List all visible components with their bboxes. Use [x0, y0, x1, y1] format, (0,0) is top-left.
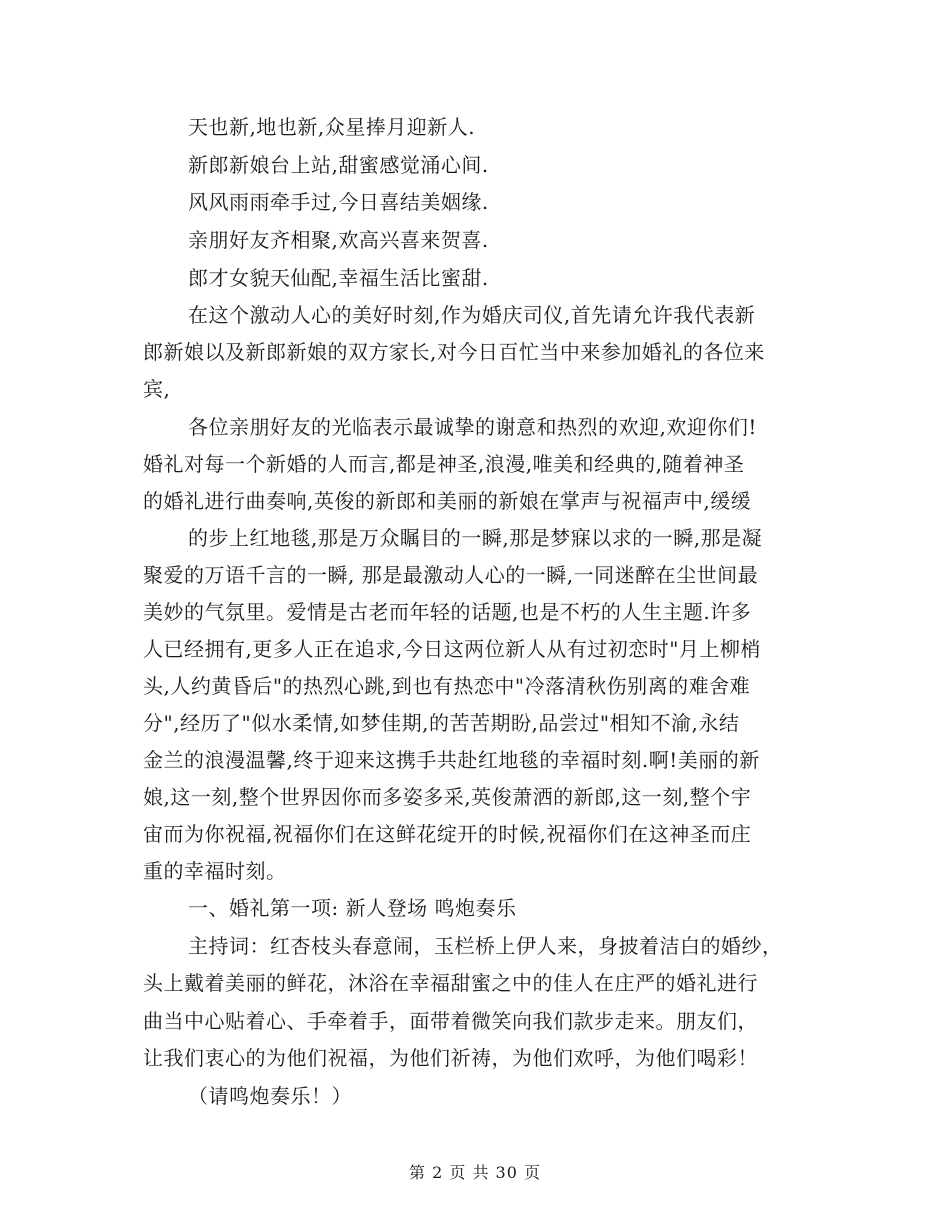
paragraph-line: 头,人约黄昏后"的热烈心跳,到也有热恋中"冷落清秋伤别离的难舍难 [143, 674, 751, 698]
paragraph-line: 重的幸福时刻。 [143, 859, 287, 883]
paragraph-line: 聚爱的万语千言的一瞬, 那是最激动人心的一瞬,一同迷醉在尘世间最 [143, 563, 759, 587]
paragraph-line: 各位亲朋好友的光临表示最诚挚的谢意和热烈的欢迎,欢迎你们! [188, 415, 757, 439]
paragraph-line: 郎新娘以及新郎新娘的双方家长,对今日百忙当中来参加婚礼的各位来 [143, 340, 765, 364]
paragraph-line: 婚礼对每一个新婚的人而言,都是神圣,浪漫,唯美和经典的,随着神圣 [143, 452, 745, 476]
paragraph-line: 人已经拥有,更多人正在追求,今日这两位新人从有过初恋时"月上柳梢 [143, 637, 761, 661]
paragraph-line: 分",经历了"似水柔情,如梦佳期,的苦苦期盼,品尝过"相知不渝,永结 [143, 711, 740, 735]
verse-line: 亲朋好友齐相聚,欢高兴喜来贺喜. [188, 228, 489, 252]
paragraph-line: 娘,这一刻,整个世界因你而多姿多采,英俊萧洒的新郎,这一刻,整个宇 [143, 785, 752, 809]
host-speech-line: 曲当中心贴着心、手牵着手，面带着微笑向我们款步走来。朋友们， [143, 1009, 758, 1033]
host-speech-line: 头上戴着美丽的鲜花，沐浴在幸福甜蜜之中的佳人在庄严的婚礼进行 [143, 971, 758, 995]
verse-line: 天也新,地也新,众星捧月迎新人. [188, 115, 476, 139]
paragraph-line: 美妙的气氛里。爱情是古老而年轻的话题,也是不朽的人生主题.许多 [143, 600, 752, 624]
stage-direction: （请鸣炮奏乐！） [188, 1084, 352, 1108]
page-footer: 第 2 页 共 30 页 [409, 1163, 541, 1182]
verse-line: 新郎新娘台上站,甜蜜感觉涌心间. [188, 153, 489, 177]
paragraph-line: 宾, [143, 377, 171, 401]
paragraph-line: 的婚礼进行曲奏响,英俊的新郎和美丽的新娘在掌声与祝福声中,缓缓 [143, 489, 752, 513]
section-heading: 一、婚礼第一项: 新人登场 鸣炮奏乐 [188, 896, 517, 920]
host-speech-line: 让我们衷心的为他们祝福，为他们祈祷，为他们欢呼，为他们喝彩！ [143, 1046, 758, 1070]
verse-line: 郎才女貌天仙配,幸福生活比蜜甜. [188, 266, 489, 290]
paragraph-line: 宙而为你祝福,祝福你们在这鲜花绽开的时候,祝福你们在这神圣而庄 [143, 822, 752, 846]
host-speech-line: 主持词：红杏枝头春意闹，玉栏桥上伊人来，身披着洁白的婚纱， [188, 934, 783, 958]
verse-line: 风风雨雨牵手过,今日喜结美姻缘. [188, 190, 489, 214]
paragraph-line: 在这个激动人心的美好时刻,作为婚庆司仪,首先请允许我代表新 [188, 303, 756, 327]
paragraph-line: 的步上红地毯,那是万众瞩目的一瞬,那是梦寐以求的一瞬,那是凝 [188, 526, 763, 550]
paragraph-line: 金兰的浪漫温馨,终于迎来这携手共赴红地毯的幸福时刻.啊!美丽的新 [143, 748, 760, 772]
